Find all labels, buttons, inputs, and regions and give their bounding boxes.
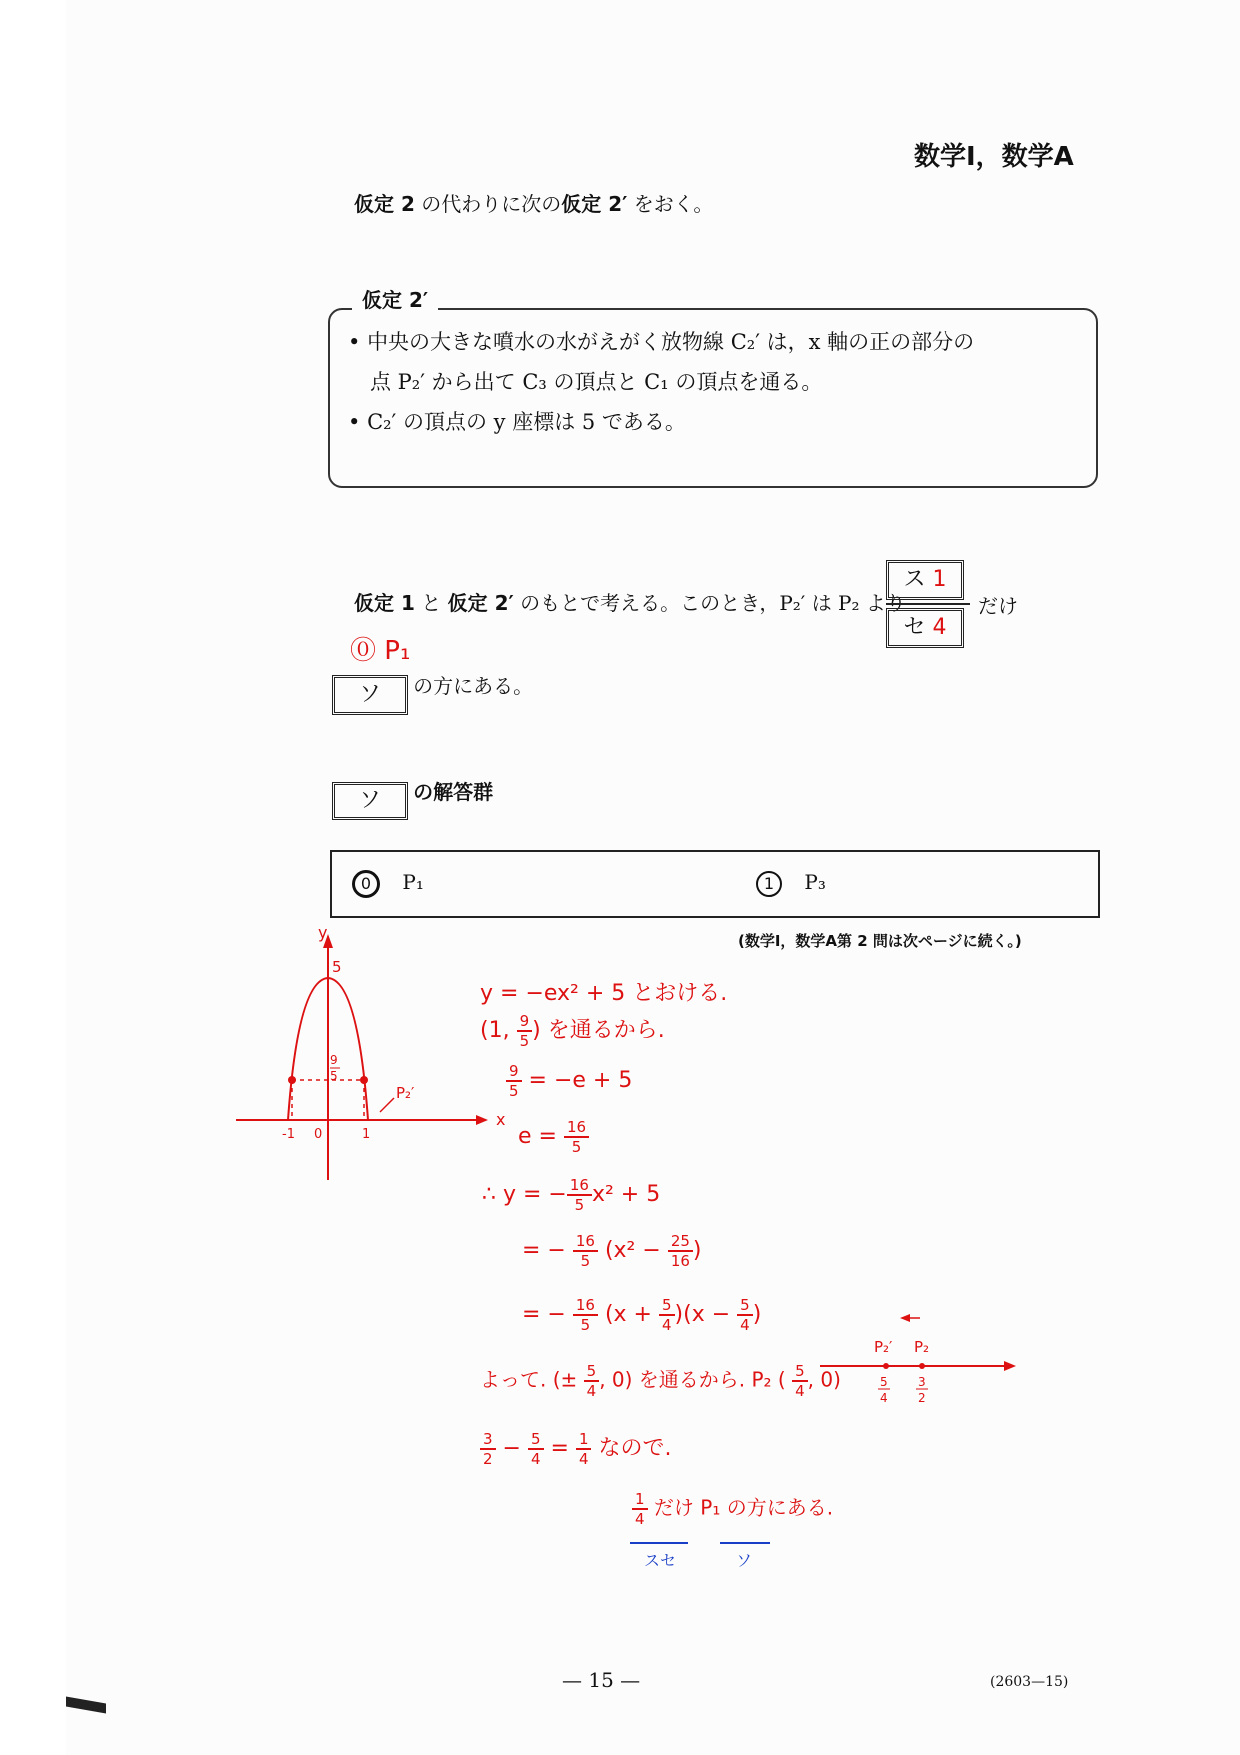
hw-line-5 <box>482 1176 660 1214</box>
graph-label-minus1: -1 <box>282 1127 295 1142</box>
blue-label-so: ソ <box>736 1551 753 1570</box>
answer-box-se-label: セ <box>903 615 926 640</box>
number-line-point-p2 <box>919 1363 925 1369</box>
graph-label-9: 9 <box>330 1053 338 1067</box>
answer-box-se[interactable] <box>886 608 964 648</box>
hw-l7-num2: 5 <box>659 1296 675 1316</box>
answer-group-title <box>332 776 493 820</box>
hw-l6-num2: 25 <box>668 1232 693 1252</box>
choice-0-mark: 0 <box>352 870 380 898</box>
page-header-title: 数学Ⅰ，数学A <box>914 142 1074 172</box>
intro-after: をおく。 <box>627 192 714 216</box>
hw-l8-num2: 5 <box>792 1362 808 1382</box>
choice-1[interactable] <box>756 870 826 897</box>
answer-so-line <box>332 670 533 715</box>
hw-frac-5: 5 <box>519 1032 530 1050</box>
question-sentence <box>354 590 906 616</box>
answer-su-handwritten: 1 <box>932 567 947 592</box>
hw-l4-num: 16 <box>564 1118 589 1138</box>
hw-l8-num: 5 <box>584 1362 600 1382</box>
bullet1-line1: 中央の大きな噴水の水がえがく放物線 C₂′ は，x 軸の正の部分の <box>367 330 975 354</box>
hw-l9-den1: 2 <box>483 1450 493 1468</box>
hw-line-1: y = −ex² + 5 とおける. <box>480 981 728 1006</box>
intro-sentence <box>354 188 713 217</box>
hw-l10-num: 1 <box>632 1490 648 1510</box>
hw-l7-num: 16 <box>573 1296 598 1316</box>
hw-line-7: = − $\frac{16}{5}$ (x + $\frac{5}{4}$ )(x − $\frac{5}{4}$ ) <box>522 1296 762 1334</box>
hw-l4-den: 5 <box>571 1138 582 1156</box>
hw-line-10 <box>632 1490 833 1528</box>
hw-line-8a: よって. (± <box>480 1367 578 1392</box>
intro-bold: 仮定 2′ <box>561 192 628 216</box>
hw-l6-den: 5 <box>580 1252 591 1270</box>
hw-line-8c: , 0) <box>807 1367 841 1392</box>
hw-line-10-text: だけ P₁ の方にある. <box>653 1495 834 1520</box>
question-assumption2: 仮定 2′ <box>447 591 514 615</box>
graph-label-5-den: 5 <box>330 1069 338 1083</box>
graph-point-left <box>288 1076 296 1084</box>
hw-line-6: = − $\frac{16}{5}$ (x² − $\frac{25}{16}$ ) <box>522 1232 702 1270</box>
bullet2: C₂′ の頂点の y 座標は 5 である。 <box>367 410 686 434</box>
hw-l3-den: 5 <box>509 1082 519 1100</box>
page-code: (2603—15) <box>990 1674 1069 1690</box>
hw-l7-den: 5 <box>580 1316 591 1334</box>
hw-l7-den3: 4 <box>740 1316 750 1334</box>
question-text: のもとで考える。このとき，P₂′ は P₂ より <box>513 591 906 615</box>
answer-group-label: の解答群 <box>413 780 494 804</box>
nl-frac-2: 2 <box>918 1391 926 1405</box>
choice-0-text: P₁ <box>402 870 424 894</box>
hw-line-6-text: (x² − <box>604 1238 661 1263</box>
answer-group-box: ソ <box>332 782 408 820</box>
hw-line-3-text: = −e + 5 <box>528 1068 633 1093</box>
graph-label-0: 0 <box>314 1127 323 1142</box>
answer-box-so[interactable]: ソ <box>332 675 408 715</box>
answer-so-handwritten: ⓪ P₁ <box>350 636 411 666</box>
graph-label-5: 5 <box>332 958 342 976</box>
hw-l7-num3: 5 <box>737 1296 753 1316</box>
hw-l9-den3: 4 <box>578 1450 589 1468</box>
hw-l6-den2: 16 <box>670 1252 690 1270</box>
hw-l6-num: 16 <box>573 1232 598 1252</box>
graph-label-1: 1 <box>362 1127 371 1142</box>
number-line-arrow <box>1004 1361 1016 1371</box>
graph-x-arrow <box>476 1115 488 1125</box>
intro-mid: の代わりに次の <box>414 192 562 216</box>
blue-underline-2 <box>720 1542 770 1544</box>
nl-frac-5: 5 <box>880 1375 888 1389</box>
nl-frac-4: 4 <box>880 1391 888 1405</box>
exam-page <box>66 0 1240 1755</box>
hw-line-5b-text: x² + 5 <box>591 1182 661 1207</box>
graph-label-y: y <box>318 923 328 942</box>
hw-frac-9: 9 <box>517 1012 533 1032</box>
hw-l5-den: 5 <box>574 1196 585 1214</box>
continue-note: (数学Ⅰ，数学A第 2 問は次ページに続く。) <box>738 932 1022 950</box>
hw-line-8b: , 0) を通るから. P₂ ( <box>599 1367 786 1392</box>
hw-line-4-text: e = <box>518 1124 557 1149</box>
number-line-label-p2prime: P₂′ <box>874 1338 893 1356</box>
answer-se-handwritten: 4 <box>932 615 947 640</box>
answer-box-su[interactable] <box>886 560 964 600</box>
hw-l9-num1: 3 <box>480 1430 496 1450</box>
handwritten-parabola-graph <box>226 920 546 1190</box>
hw-l5-num: 16 <box>567 1176 592 1196</box>
hw-line-9-text: なので. <box>598 1436 672 1461</box>
choice-1-text: P₃ <box>804 870 826 894</box>
number-line-point-p2prime <box>883 1363 889 1369</box>
hw-line-3 <box>506 1062 632 1100</box>
hw-line-2: (1, $\frac{9}{5}$ ) を通るから. <box>480 1012 665 1050</box>
bullet1-line2: 点 P₂′ から出て C₃ の頂点と C₁ の頂点を通る。 <box>370 370 823 394</box>
hw-l9-num2: 5 <box>528 1430 544 1450</box>
hw-line-4 <box>518 1118 589 1156</box>
blue-label-suse: スセ <box>644 1551 677 1570</box>
question-and: と <box>414 591 448 615</box>
assumption-bullet-1: • 中央の大きな噴水の水がえがく放物線 C₂′ は，x 軸の正の部分の 点 P₂′ から出て C₃ の頂点と C₁ の頂点を通る。 • C₂′ の頂点の y 座標は 5 である。 <box>348 330 975 434</box>
graph-label-p2prime: P₂′ <box>396 1084 415 1102</box>
hw-l7-den2: 4 <box>661 1316 672 1334</box>
fraction-bar <box>886 603 970 605</box>
hw-l8-den2: 4 <box>795 1382 805 1400</box>
hw-l8-den: 4 <box>586 1382 597 1400</box>
answer-fraction <box>886 560 976 648</box>
number-line-left-arrowhead <box>900 1314 910 1322</box>
graph-label-x: x <box>496 1110 506 1129</box>
hw-line-9: $\frac{3}{2}$ − $\frac{5}{4}$ = $\frac{1}{4}$ なので. <box>480 1430 671 1468</box>
answer-choices-box <box>330 850 1100 918</box>
hw-l10-den: 4 <box>635 1510 645 1528</box>
graph-point-right <box>360 1076 368 1084</box>
blue-underline-1 <box>630 1542 688 1544</box>
hw-line-7b-text: )(x − <box>674 1302 731 1327</box>
graph-pointer-arrow <box>380 1098 394 1112</box>
hw-l9-den2: 4 <box>530 1450 541 1468</box>
hw-l3-num: 9 <box>506 1062 522 1082</box>
question-dake: だけ <box>978 594 1018 618</box>
hw-line-5-text: ∴ y = − <box>482 1182 567 1207</box>
hw-line-2-text: ) を通るから. <box>532 1018 665 1043</box>
hw-l9-num3: 1 <box>576 1430 592 1450</box>
nl-frac-3: 3 <box>918 1375 926 1389</box>
choice-0[interactable] <box>352 870 424 898</box>
number-line-label-p2: P₂ <box>914 1338 930 1356</box>
intro-assumption-ref: 仮定 2 <box>354 192 415 216</box>
choice-1-mark: 1 <box>756 871 782 897</box>
handwritten-number-line <box>807 1288 1050 1418</box>
hw-line-8 <box>480 1362 841 1400</box>
question-assumption1: 仮定 1 <box>354 591 415 615</box>
answer-box-su-label: ス <box>903 567 926 592</box>
assumption-box-label: 仮定 2′ <box>352 284 438 313</box>
hw-line-7-text: (x + <box>604 1302 652 1327</box>
answer-so-text: の方にある。 <box>413 674 534 698</box>
page-number: — 15 — <box>562 1668 641 1692</box>
